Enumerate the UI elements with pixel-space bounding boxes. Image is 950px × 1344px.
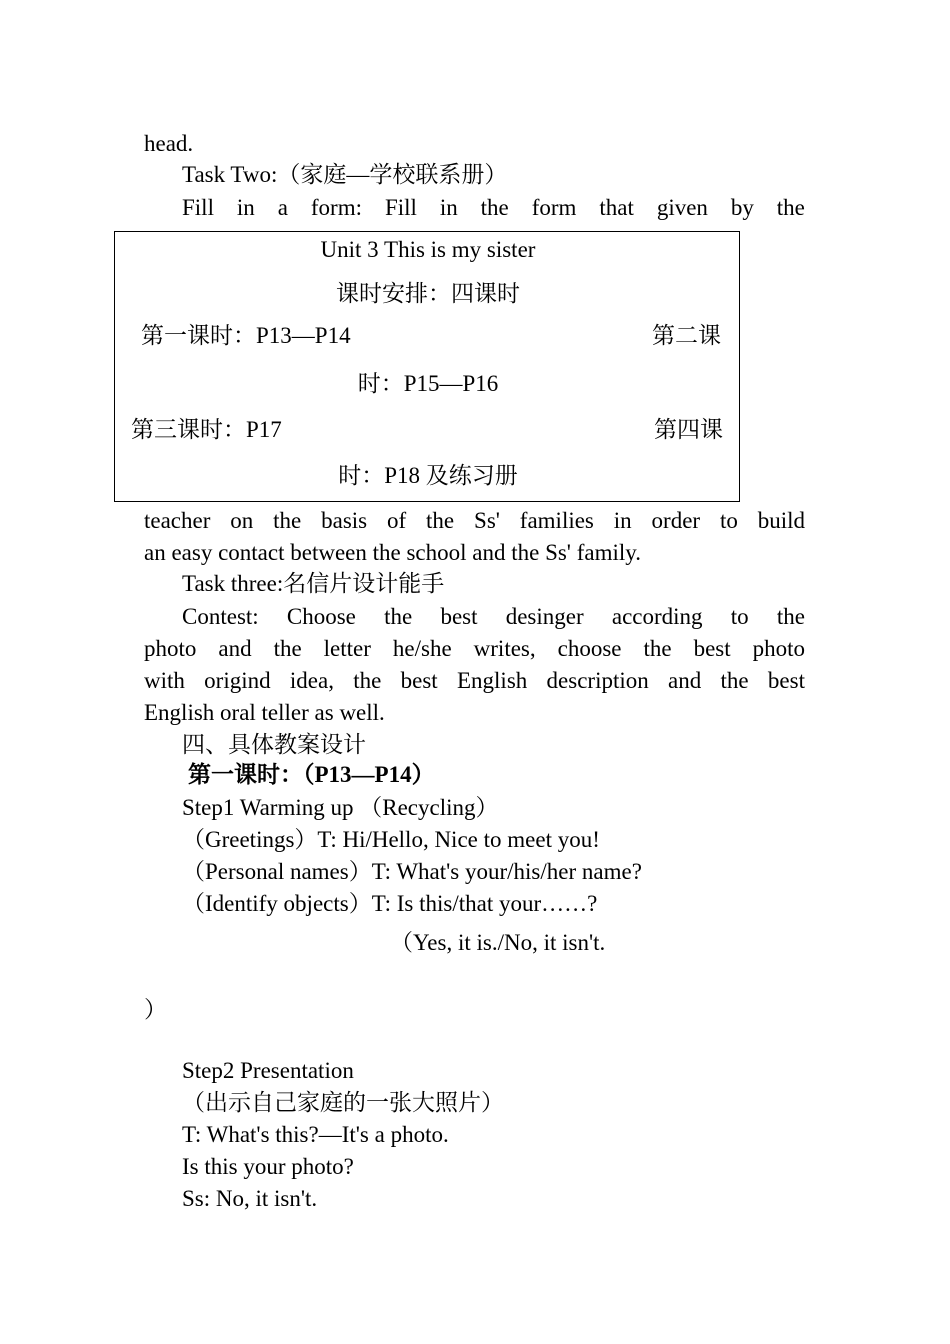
word: photo <box>144 636 197 661</box>
word: build <box>757 508 805 533</box>
word: teacher <box>144 508 211 533</box>
easy-contact-line: an easy contact between the school and the Ss' family. <box>144 540 641 565</box>
box-lesson-2-a: 第二课 <box>652 323 721 348</box>
section-heading: 四、具体教案设计 <box>182 732 366 757</box>
word: form <box>531 195 577 220</box>
word: by <box>730 195 754 220</box>
box-lesson-4-a: 第四课 <box>654 417 723 442</box>
word: and <box>218 636 252 661</box>
word: given <box>656 195 708 220</box>
word: the <box>776 604 805 629</box>
word: best <box>400 668 438 693</box>
word: to <box>730 604 749 629</box>
word: the <box>480 195 509 220</box>
text-head: head. <box>144 131 194 156</box>
word: and <box>668 668 702 693</box>
word: the <box>776 195 805 220</box>
box-schedule: 课时安排：四课时 <box>336 281 520 306</box>
word: on <box>230 508 254 533</box>
step1-heading: Step1 Warming up （Recycling） <box>182 795 499 820</box>
dialogue-line: Ss: No, it isn't. <box>182 1186 318 1211</box>
word: in <box>439 195 458 220</box>
word: the <box>353 668 382 693</box>
word: best <box>693 636 731 661</box>
unit-schedule-box <box>114 231 740 502</box>
box-lesson-2-b: 时：P15—P16 <box>357 371 499 396</box>
word: order <box>651 508 701 533</box>
greetings-line: （Greetings）T: Hi/Hello, Nice to meet you! <box>182 827 600 852</box>
word: idea, <box>289 668 334 693</box>
task-two-title: Task Two:（家庭—学校联系册） <box>182 162 508 187</box>
word: the <box>273 508 302 533</box>
word: Contest: <box>182 604 259 629</box>
word: choose <box>557 636 622 661</box>
contest-line <box>182 605 805 628</box>
word: desinger <box>505 604 584 629</box>
word: form: <box>310 195 362 220</box>
word: best <box>767 668 805 693</box>
box-lesson-4-b: 时：P18 及练习册 <box>338 463 518 488</box>
word: families <box>519 508 594 533</box>
word: Fill <box>384 195 417 220</box>
teacher-line <box>144 509 805 532</box>
fill-line <box>182 196 805 219</box>
word: best <box>440 604 478 629</box>
word: in <box>613 508 632 533</box>
lesson-one-heading: 第一课时：（P13—P14） <box>188 762 435 787</box>
dialogue-line: Is this your photo? <box>182 1154 354 1179</box>
dialogue-line: T: What's this?—It's a photo. <box>182 1122 449 1147</box>
word: description <box>546 668 649 693</box>
photo-line <box>144 637 805 660</box>
word: of <box>387 508 407 533</box>
task-three-title: Task three:名信片设计能手 <box>182 571 445 596</box>
origind-line <box>144 669 805 692</box>
word: to <box>719 508 738 533</box>
word: Ss' <box>474 508 500 533</box>
word: basis <box>321 508 368 533</box>
word: photo <box>752 636 805 661</box>
closing-paren: ） <box>144 997 167 1022</box>
word: the <box>426 508 455 533</box>
box-lesson-1: 第一课时：P13—P14 <box>141 323 351 348</box>
yes-no-answer: （Yes, it is./No, it isn't. <box>390 930 606 955</box>
step2-heading: Step2 Presentation <box>182 1058 354 1083</box>
word: that <box>599 195 634 220</box>
word: in <box>236 195 255 220</box>
identify-objects-line: （Identify objects）T: Is this/that your……? <box>182 891 598 916</box>
word: the <box>384 604 413 629</box>
word: the <box>720 668 749 693</box>
show-photo-note: （出示自己家庭的一张大照片） <box>182 1090 504 1115</box>
word: a <box>277 195 288 220</box>
word: the <box>273 636 302 661</box>
word: the <box>643 636 672 661</box>
word: according <box>611 604 703 629</box>
word: Choose <box>286 604 356 629</box>
word: Fill <box>182 195 214 220</box>
box-title: Unit 3 This is my sister <box>320 237 536 262</box>
word: writes, <box>473 636 536 661</box>
word: origind <box>204 668 271 693</box>
english-oral-line: English oral teller as well. <box>144 700 385 725</box>
word: English <box>456 668 528 693</box>
personal-names-line: （Personal names）T: What's your/his/her name? <box>182 859 642 884</box>
word: letter <box>323 636 371 661</box>
word: with <box>144 668 185 693</box>
box-lesson-3: 第三课时：P17 <box>131 417 282 442</box>
word: he/she <box>392 636 452 661</box>
